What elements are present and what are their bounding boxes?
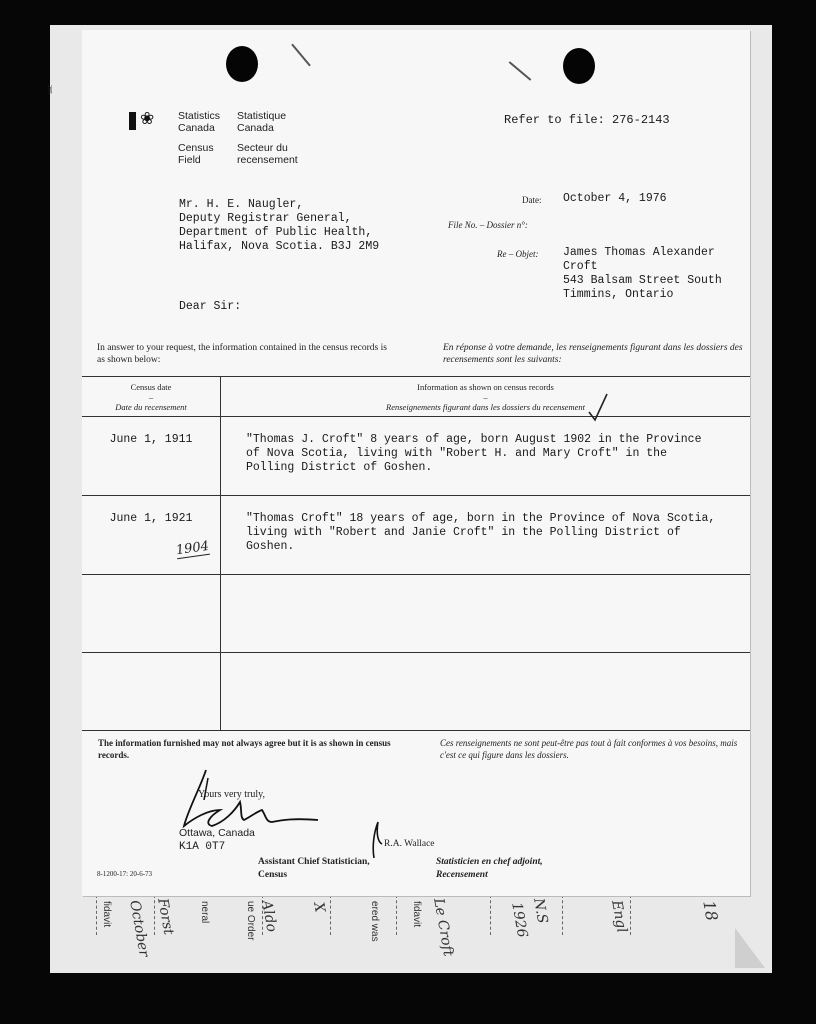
return-address: Ottawa, Canada K1A 0T7 <box>179 827 255 853</box>
handwritten-fragment: X <box>310 901 328 914</box>
addressee-block: Mr. H. E. Naugler, Deputy Registrar General, Department of Public Health, Halifax, Nova Scotia. B3J 2M9 <box>179 198 380 253</box>
disclaimer-en: The information furnished may not always agree but it is as shown in census records. <box>98 738 391 760</box>
checkmark-icon <box>587 392 609 422</box>
folded-corner <box>735 928 765 968</box>
initial-mark <box>366 820 384 860</box>
form-divider <box>96 895 97 935</box>
handwritten-fragment: October <box>126 899 152 959</box>
handwritten-annotation: 1904 <box>175 538 210 559</box>
form-divider <box>562 895 563 935</box>
intro-en: In answer to your request, the information contained in the census records is as shown below: <box>97 343 387 365</box>
handwritten-fragment: Aldo <box>258 899 280 934</box>
subject-block: James Thomas Alexander Croft 543 Balsam Street South Timmins, Ontario <box>563 246 722 301</box>
staple-mark <box>509 61 532 81</box>
table-row-info: "Thomas J. Croft" 8 years of age, born August 1902 in the Province of Nova Scotia, living with "Robert H. and Mary Croft" in the Polling District of Goshen. <box>246 433 702 474</box>
table-column-rule <box>220 376 221 730</box>
unit-en: Census Field <box>178 142 214 166</box>
page-edge-mark: 285 <box>46 85 52 94</box>
handwritten-fragment: 1926 <box>508 901 531 939</box>
column-header-date: Census date – Date du recensement <box>115 382 187 412</box>
table-row-date: June 1, 1911 <box>109 433 193 446</box>
form-fragment: fidavit <box>411 901 422 928</box>
signatory-title-fr: Statisticien en chef adjoint, Recensement <box>436 857 543 880</box>
date-value: October 4, 1976 <box>563 192 667 205</box>
handwritten-fragment: Le Croft <box>430 897 457 958</box>
table-rule <box>82 730 750 731</box>
disclaimer-fr: Ces renseignements ne sont peut-être pas tout à fait conformes à vos besoins, mais c'est ce qui figure dans les dossiers. <box>440 738 738 760</box>
punch-hole <box>563 48 595 84</box>
underlying-form-strip <box>50 895 772 973</box>
column-header-info: Information as shown on census records – Renseignements figurant dans les dossiers du recensement <box>386 382 585 412</box>
form-code: 8-1200-17: 20-6-73 <box>97 870 153 878</box>
file-reference: Refer to file: 276-2143 <box>504 113 670 127</box>
handwritten-fragment: N.S <box>530 897 551 925</box>
table-rule <box>82 416 750 417</box>
table-rule <box>82 495 750 496</box>
form-divider <box>396 895 397 935</box>
table-row-info: "Thomas Croft" 18 years of age, born in the Province of Nova Scotia, living with "Robert and Janie Croft" in the Polling District of Goshen. <box>246 512 716 553</box>
form-fragment: fidavit <box>101 901 112 928</box>
punch-hole <box>226 46 258 82</box>
agency-en: Statistics Canada <box>178 110 221 134</box>
handwritten-fragment: Engl <box>608 899 630 934</box>
form-fragment: neral <box>199 901 210 924</box>
signature <box>182 766 322 832</box>
handwritten-fragment: 18 <box>699 899 722 923</box>
closing: Yours very truly, <box>198 789 265 800</box>
handwritten-fragment: Forst <box>154 897 177 937</box>
form-fragment: ered was <box>369 901 380 942</box>
subject-label: Re – Objet: <box>497 249 539 259</box>
table-rule <box>82 652 750 653</box>
form-divider <box>630 895 631 935</box>
salutation: Dear Sir: <box>179 300 242 313</box>
census-letter <box>82 30 750 896</box>
form-fragment: ue Order <box>245 901 256 941</box>
agency-fr: Statistique Canada <box>237 110 287 134</box>
staple-mark <box>291 44 311 67</box>
intro-fr: En réponse à votre demande, les renseignements figurant dans les dossiers des recensements sont les suivants: <box>443 343 743 365</box>
signatory-title-en: Assistant Chief Statistician, Census <box>258 857 370 880</box>
file-number-label: File No. – Dossier n°: <box>448 220 528 230</box>
signatory-name: R.A. Wallace <box>384 839 435 849</box>
table-rule <box>82 376 750 377</box>
census-records-table <box>82 376 750 730</box>
unit-fr: Secteur du recensement <box>237 142 298 166</box>
form-divider <box>330 895 331 935</box>
canada-flag-icon: ❀ <box>129 112 165 130</box>
table-row-date: June 1, 1921 <box>109 512 193 525</box>
form-divider <box>490 895 491 935</box>
date-label: Date: <box>522 195 542 205</box>
table-rule <box>82 574 750 575</box>
